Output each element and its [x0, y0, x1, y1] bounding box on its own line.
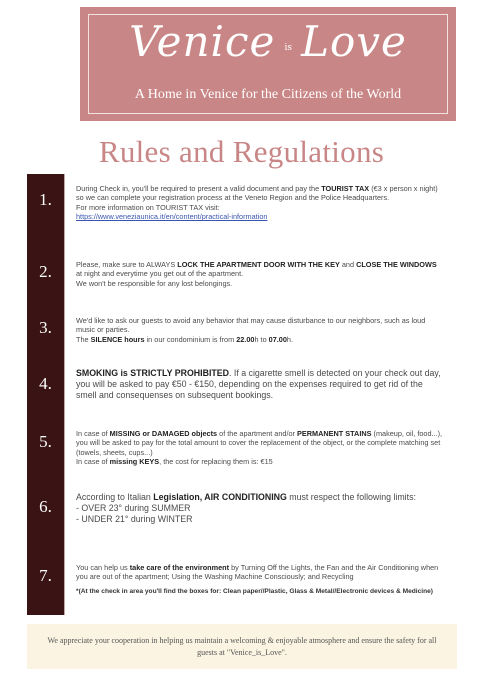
footer-box [27, 624, 457, 669]
recycling-note: *(At the check in area you'll find the boxes for: Clean paper//Plastic, Glass & Metal//Electronic devices & Medicine) [76, 587, 434, 595]
rule-4-text: SMOKING is STRICTLY PROHIBITED. If a cigarette smell is detected on your check out day, you will be asked to pay €50 - €150, depending on the expenses required to get rid of the smell and consequenses on subsequent bookings. [76, 368, 441, 401]
smoking-prohibited-label: SMOKING is STRICTLY PROHIBITED [76, 368, 229, 378]
rule-number-5: 5. [39, 432, 52, 451]
footer-text: We appreciate your cooperation in helping us maintain a welcoming & enjoyable atmosphere and ensure the safety for all guests at "Venice_is_Love". [47, 636, 437, 657]
rule-1-text: During Check in, you'll be required to present a valid document and pay the TOURIST TAX (€3 x person x night) so we can complete your registration process at the Veneto Region and the Police Headquarters. For more information on TOURIST TAX visit: https://www.veneziaunica.it/en/content/practical-information [76, 184, 438, 222]
logo [80, 17, 456, 66]
tourist-tax-link[interactable]: https://www.veneziaunica.it/en/content/practical-information [76, 212, 268, 222]
rule-3-text: We'd like to ask our guests to avoid any behavior that may cause disturbance to our neighbors, such as loud music or parties. The SILENCE hours in our condominium is from 22.00h to 07.00h. [76, 316, 426, 344]
rule-number-2: 2. [39, 262, 52, 281]
logo-word-is: is [284, 43, 292, 53]
tagline: A Home in Venice for the Citizens of the World [134, 87, 402, 102]
tourist-tax-label: TOURIST TAX [321, 184, 370, 193]
rule-2-text: Please, make sure to ALWAYS LOCK THE APARTMENT DOOR WITH THE KEY and CLOSE THE WINDOWS at night and everytime you get out of the apartment. We won't be responsible for any lost belongings. [76, 260, 437, 288]
logo-word-love: Love [301, 17, 407, 66]
column-divider [64, 174, 65, 615]
rule-number-7: 7. [39, 566, 52, 585]
rule-number-1: 1. [39, 190, 52, 209]
rule-number-3: 3. [39, 318, 52, 337]
logo-word-venice: Venice [129, 17, 276, 66]
page-title: Rules and Regulations [98, 134, 385, 169]
rule-6-text: According to Italian Legislation, AIR CONDITIONING must respect the following limits: - OVER 23° during SUMMER - UNDER 21° during WINTER [76, 492, 416, 525]
rule-7-text: You can help us take care of the environment by Turning Off the Lights, the Fan and the Air Conditioning when you are out of the apartment; Using the Washing Machine Consciously; and Recycling *(At the check in area you'll find the boxes for: Clean paper//Plastic, Glass & Metal//Electronic devices & Medicine) [76, 563, 444, 596]
header-banner [80, 7, 456, 121]
rules-number-column [27, 174, 64, 615]
rule-number-4: 4. [39, 374, 52, 393]
rule-number-6: 6. [39, 497, 52, 516]
rule-5-text: In case of MISSING or DAMAGED objects of the apartment and/or PERMANENT STAINS (makeup, oil, food...), you will be asked to pay for the total amount to cover the replacement of the object, or the complete matching set (towels, sheets, cups...) In case of missing KEYS, the cost for replacing them is: €15 [76, 429, 443, 467]
